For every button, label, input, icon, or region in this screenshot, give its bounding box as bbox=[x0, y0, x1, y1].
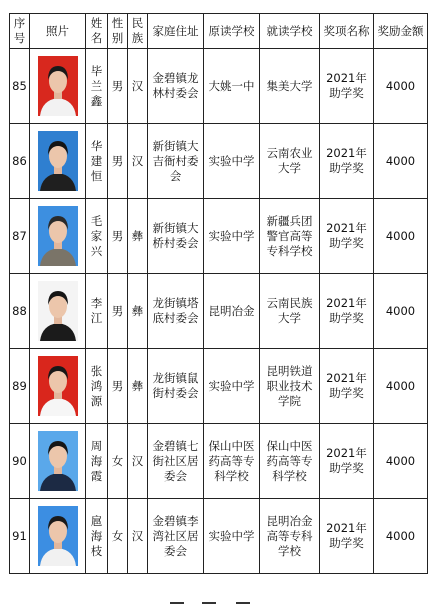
header-ethnicity bbox=[128, 14, 148, 49]
gender-text: 男 bbox=[111, 378, 124, 393]
award-text: 2021年助学奖 bbox=[326, 221, 367, 250]
ethnicity-cell bbox=[128, 199, 148, 274]
table-header-row bbox=[10, 14, 428, 49]
ethnicity-text: 彝 bbox=[131, 303, 144, 318]
name-cell bbox=[86, 499, 108, 574]
header-former-school bbox=[204, 14, 260, 49]
seq-text: 89 bbox=[12, 378, 27, 393]
award-cell bbox=[320, 124, 374, 199]
former-school-text: 保山中医药高等专科学校 bbox=[208, 438, 255, 483]
ethnicity-text: 彝 bbox=[131, 378, 144, 393]
header-address-label: 家庭住址 bbox=[152, 23, 199, 38]
former-school-cell bbox=[204, 199, 260, 274]
amount-text: 4000 bbox=[385, 528, 416, 543]
current-school-text: 新疆兵团警官高等专科学校 bbox=[266, 213, 313, 258]
photo-cell bbox=[30, 424, 86, 499]
name-cell bbox=[86, 124, 108, 199]
photo-cell bbox=[30, 199, 86, 274]
name-cell bbox=[86, 424, 108, 499]
ethnicity-text: 汉 bbox=[131, 528, 144, 543]
name-cell bbox=[86, 274, 108, 349]
former-school-cell bbox=[204, 499, 260, 574]
amount-cell bbox=[374, 124, 428, 199]
award-cell bbox=[320, 274, 374, 349]
header-name-label: 姓名 bbox=[90, 16, 103, 45]
gender-text: 男 bbox=[111, 303, 124, 318]
ethnicity-cell bbox=[128, 49, 148, 124]
table-row bbox=[10, 274, 428, 349]
amount-cell bbox=[374, 199, 428, 274]
ethnicity-text: 汉 bbox=[131, 153, 144, 168]
award-cell bbox=[320, 499, 374, 574]
address-text: 金碧镇李湾社区居委会 bbox=[152, 513, 199, 558]
address-cell bbox=[148, 274, 204, 349]
header-seq-label: 序号 bbox=[13, 16, 26, 45]
current-school-text: 昆明铁道职业技术学院 bbox=[266, 363, 313, 408]
amount-cell bbox=[374, 349, 428, 424]
award-text: 2021年助学奖 bbox=[326, 371, 367, 400]
current-school-text: 保山中医药高等专科学校 bbox=[266, 438, 313, 483]
student-photo bbox=[38, 281, 78, 341]
ethnicity-cell bbox=[128, 424, 148, 499]
table-row bbox=[10, 349, 428, 424]
gender-text: 男 bbox=[111, 78, 124, 93]
table-row bbox=[10, 124, 428, 199]
address-cell bbox=[148, 49, 204, 124]
current-school-cell bbox=[260, 499, 320, 574]
ethnicity-text: 彝 bbox=[131, 228, 144, 243]
header-award-label: 奖项名称 bbox=[323, 23, 370, 38]
name-text: 张鸿源 bbox=[90, 363, 103, 408]
seq-cell bbox=[10, 274, 30, 349]
current-school-cell bbox=[260, 124, 320, 199]
photo-cell bbox=[30, 49, 86, 124]
current-school-text: 云南农业大学 bbox=[266, 146, 313, 175]
award-text: 2021年助学奖 bbox=[326, 521, 367, 550]
former-school-cell bbox=[204, 124, 260, 199]
header-gender bbox=[108, 14, 128, 49]
seq-text: 90 bbox=[12, 453, 27, 468]
current-school-cell bbox=[260, 199, 320, 274]
photo-cell bbox=[30, 124, 86, 199]
gender-text: 男 bbox=[111, 228, 124, 243]
ethnicity-cell bbox=[128, 274, 148, 349]
seq-cell bbox=[10, 424, 30, 499]
header-former-school-label: 原读学校 bbox=[208, 23, 255, 38]
former-school-text: 实验中学 bbox=[208, 153, 255, 168]
name-cell bbox=[86, 199, 108, 274]
address-cell bbox=[148, 424, 204, 499]
seq-text: 85 bbox=[12, 78, 27, 93]
ethnicity-text: 汉 bbox=[131, 453, 144, 468]
student-photo bbox=[38, 56, 78, 116]
current-school-cell bbox=[260, 424, 320, 499]
seq-text: 91 bbox=[12, 528, 27, 543]
current-school-cell bbox=[260, 274, 320, 349]
student-photo bbox=[38, 131, 78, 191]
gender-cell bbox=[108, 124, 128, 199]
former-school-cell bbox=[204, 349, 260, 424]
amount-cell bbox=[374, 274, 428, 349]
address-text: 龙街镇塔底村委会 bbox=[152, 296, 199, 325]
header-award bbox=[320, 14, 374, 49]
address-cell bbox=[148, 199, 204, 274]
header-amount bbox=[374, 14, 428, 49]
current-school-text: 云南民族大学 bbox=[266, 296, 313, 325]
award-text: 2021年助学奖 bbox=[326, 146, 367, 175]
ethnicity-cell bbox=[128, 124, 148, 199]
ethnicity-cell bbox=[128, 349, 148, 424]
seq-text: 86 bbox=[12, 153, 27, 168]
photo-cell bbox=[30, 349, 86, 424]
table-row bbox=[10, 499, 428, 574]
name-text: 周海霞 bbox=[90, 438, 103, 483]
former-school-cell bbox=[204, 274, 260, 349]
name-text: 毕兰鑫 bbox=[90, 63, 103, 108]
current-school-text: 集美大学 bbox=[266, 78, 313, 93]
name-cell bbox=[86, 349, 108, 424]
award-cell bbox=[320, 199, 374, 274]
former-school-text: 昆明冶金 bbox=[208, 303, 255, 318]
header-name bbox=[86, 14, 108, 49]
seq-text: 87 bbox=[12, 228, 27, 243]
gender-cell bbox=[108, 499, 128, 574]
address-text: 金碧镇龙林村委会 bbox=[152, 71, 199, 100]
amount-text: 4000 bbox=[385, 303, 416, 318]
gender-text: 女 bbox=[111, 453, 124, 468]
student-photo bbox=[38, 356, 78, 416]
name-text: 华建恒 bbox=[90, 138, 103, 183]
award-text: 2021年助学奖 bbox=[326, 446, 367, 475]
student-photo bbox=[38, 506, 78, 566]
header-photo bbox=[30, 14, 86, 49]
gender-cell bbox=[108, 424, 128, 499]
student-photo bbox=[38, 206, 78, 266]
photo-cell bbox=[30, 274, 86, 349]
former-school-text: 大姚一中 bbox=[208, 78, 255, 93]
header-photo-label: 照片 bbox=[46, 23, 69, 38]
award-cell bbox=[320, 49, 374, 124]
ethnicity-text: 汉 bbox=[131, 78, 144, 93]
award-text: 2021年助学奖 bbox=[326, 71, 367, 100]
amount-cell bbox=[374, 49, 428, 124]
amount-text: 4000 bbox=[385, 378, 416, 393]
address-cell bbox=[148, 349, 204, 424]
former-school-cell bbox=[204, 49, 260, 124]
former-school-cell bbox=[204, 424, 260, 499]
header-seq bbox=[10, 14, 30, 49]
page-bottom-marks bbox=[170, 600, 270, 606]
current-school-text: 昆明冶金高等专科学校 bbox=[266, 513, 313, 558]
seq-cell bbox=[10, 124, 30, 199]
address-text: 金碧镇七街社区居委会 bbox=[152, 438, 199, 483]
gender-text: 女 bbox=[111, 528, 124, 543]
header-ethnicity-label: 民族 bbox=[131, 16, 144, 45]
name-cell bbox=[86, 49, 108, 124]
seq-cell bbox=[10, 199, 30, 274]
student-award-table bbox=[9, 13, 428, 574]
amount-text: 4000 bbox=[385, 453, 416, 468]
current-school-cell bbox=[260, 49, 320, 124]
address-text: 新街镇大桥村委会 bbox=[152, 221, 199, 250]
amount-cell bbox=[374, 499, 428, 574]
gender-cell bbox=[108, 274, 128, 349]
amount-cell bbox=[374, 424, 428, 499]
name-text: 扈海枝 bbox=[90, 513, 103, 558]
award-cell bbox=[320, 424, 374, 499]
student-photo bbox=[38, 431, 78, 491]
header-current-school-label: 就读学校 bbox=[266, 23, 313, 38]
seq-cell bbox=[10, 499, 30, 574]
header-current-school bbox=[260, 14, 320, 49]
gender-cell bbox=[108, 349, 128, 424]
table-row bbox=[10, 199, 428, 274]
table-row bbox=[10, 424, 428, 499]
table-row bbox=[10, 49, 428, 124]
address-cell bbox=[148, 499, 204, 574]
award-text: 2021年助学奖 bbox=[326, 296, 367, 325]
award-cell bbox=[320, 349, 374, 424]
amount-text: 4000 bbox=[385, 153, 416, 168]
header-amount-label: 奖励金额 bbox=[377, 23, 424, 38]
former-school-text: 实验中学 bbox=[208, 228, 255, 243]
address-text: 新街镇大吉衙村委会 bbox=[152, 138, 199, 183]
amount-text: 4000 bbox=[385, 228, 416, 243]
address-text: 龙街镇鼠街村委会 bbox=[152, 371, 199, 400]
photo-cell bbox=[30, 499, 86, 574]
former-school-text: 实验中学 bbox=[208, 378, 255, 393]
seq-text: 88 bbox=[12, 303, 27, 318]
header-address bbox=[148, 14, 204, 49]
current-school-cell bbox=[260, 349, 320, 424]
former-school-text: 实验中学 bbox=[208, 528, 255, 543]
gender-cell bbox=[108, 49, 128, 124]
seq-cell bbox=[10, 49, 30, 124]
amount-text: 4000 bbox=[385, 78, 416, 93]
address-cell bbox=[148, 124, 204, 199]
header-gender-label: 性别 bbox=[111, 16, 124, 45]
gender-text: 男 bbox=[111, 153, 124, 168]
name-text: 李江 bbox=[90, 296, 103, 325]
ethnicity-cell bbox=[128, 499, 148, 574]
name-text: 毛家兴 bbox=[90, 213, 103, 258]
seq-cell bbox=[10, 349, 30, 424]
gender-cell bbox=[108, 199, 128, 274]
